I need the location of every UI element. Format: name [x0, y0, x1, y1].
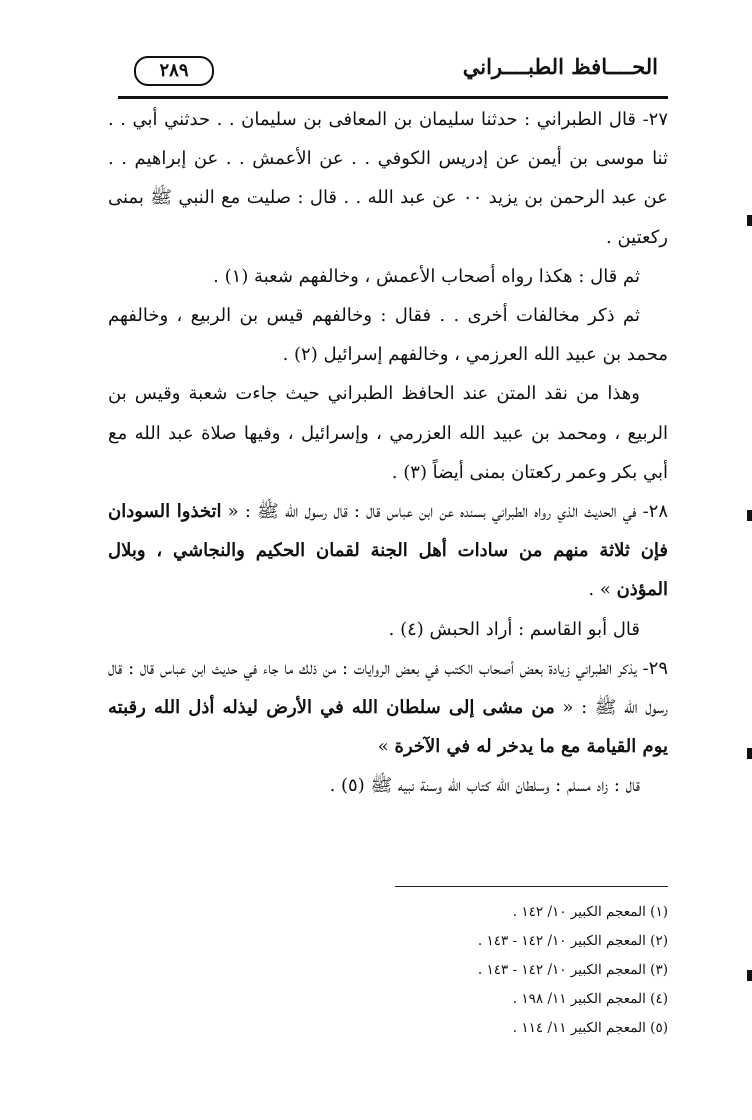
- scan-edge-mark: [747, 748, 752, 759]
- paragraph-27: [108, 100, 668, 257]
- paragraph-29: [108, 649, 668, 767]
- footnote-2: (٢) المعجم الكبير ١٠/ ١٤٢ - ١٤٣ .: [477, 933, 668, 949]
- paragraph-29-comment: [108, 766, 668, 805]
- header-title: الحــــافظ الطبــــراني: [462, 54, 658, 79]
- footnote-1: (١) المعجم الكبير ١٠/ ١٤٢ .: [512, 904, 668, 920]
- paragraph-27-comment: [108, 257, 668, 296]
- scan-edge-mark: [747, 970, 752, 981]
- paragraph-28-comment: [108, 610, 668, 649]
- footnote-3: (٣) المعجم الكبير ١٠/ ١٤٢ - ١٤٣ .: [477, 962, 668, 978]
- text-segment: ٢٨- في الحديث الذي رواه الطبراني بسنده عن ابن عباس قال : قال رسول الله ﷺ : «: [221, 501, 669, 523]
- running-header: [118, 50, 668, 99]
- main-text: [108, 100, 668, 806]
- footnote-4: (٤) المعجم الكبير ١١/ ١٩٨ .: [512, 991, 668, 1007]
- footnote-divider: [395, 886, 668, 887]
- text-segment: »: [377, 736, 395, 758]
- paragraph-28: [108, 492, 668, 610]
- text-segment: قال أبو القاسم : أراد الحبش (٤) .: [388, 618, 640, 640]
- text-segment: ثم قال : هكذا رواه أصحاب الأعمش ، وخالفهم شعبة (١) .: [213, 265, 640, 287]
- text-segment: قال : زاد مسلم : وسلطان الله كتاب الله وسنة نبيه ﷺ (٥) .: [329, 775, 640, 797]
- text-segment: ٢٧- قال الطبراني : حدثنا سليمان بن المعافى بن سليمان . . حدثني أبي . . ثنا موسى بن أيمن عن إدريس الكوفي . . عن الأعمش . . عن إبراهيم . . عن عبد الرحمن بن يزيد ٠٠ عن عبد الله . . قال : صليت مع النبي ﷺ بمنى ركعتين .: [108, 109, 668, 248]
- hadith-quote: اتخذوا السودان فإن ثلاثة منهم من سادات أهل الجنة لقمان الحكيم والنجاشي ، وبلال المؤذن: [108, 501, 668, 601]
- text-segment: ثم ذكر مخالفات أخرى . . فقال : وخالفهم قيس بن الربيع ، وخالفهم محمد بن عبيد الله العرزمي ، وخالفهم إسرائيل (٢) .: [108, 305, 668, 366]
- hadith-quote: من مشى إلى سلطان الله في الأرض ليذله أذل الله رقبته يوم القيامة مع ما يدخر له في الآخرة: [108, 697, 668, 758]
- footnotes: [300, 898, 668, 1043]
- footnote-5: (٥) المعجم الكبير ١١/ ١١٤ .: [512, 1020, 668, 1036]
- text-segment: » .: [588, 579, 617, 601]
- scan-edge-mark: [747, 215, 752, 226]
- page-number-badge: ٢٨٩: [134, 56, 214, 86]
- text-segment: وهذا من نقد المتن عند الحافظ الطبراني حيث جاءت شعبة وقيس بن الربيع ، ومحمد بن عبيد الله العزرمي ، وإسرائيل ، وفيها صلاة عبد الله مع أبي بكر وعمر ركعتان بمنى أيضاً (٣) .: [108, 383, 668, 483]
- text-segment: ٢٩- يذكر الطبراني زيادة بعض أصحاب الكتب في بعض الروايات : من ذلك ما جاء في حديث ابن عباس قال : قال رسول الله ﷺ : «: [108, 657, 668, 719]
- paragraph-27-variants: [108, 296, 668, 374]
- paragraph-27-critique: [108, 374, 668, 492]
- scan-edge-mark: [747, 510, 752, 521]
